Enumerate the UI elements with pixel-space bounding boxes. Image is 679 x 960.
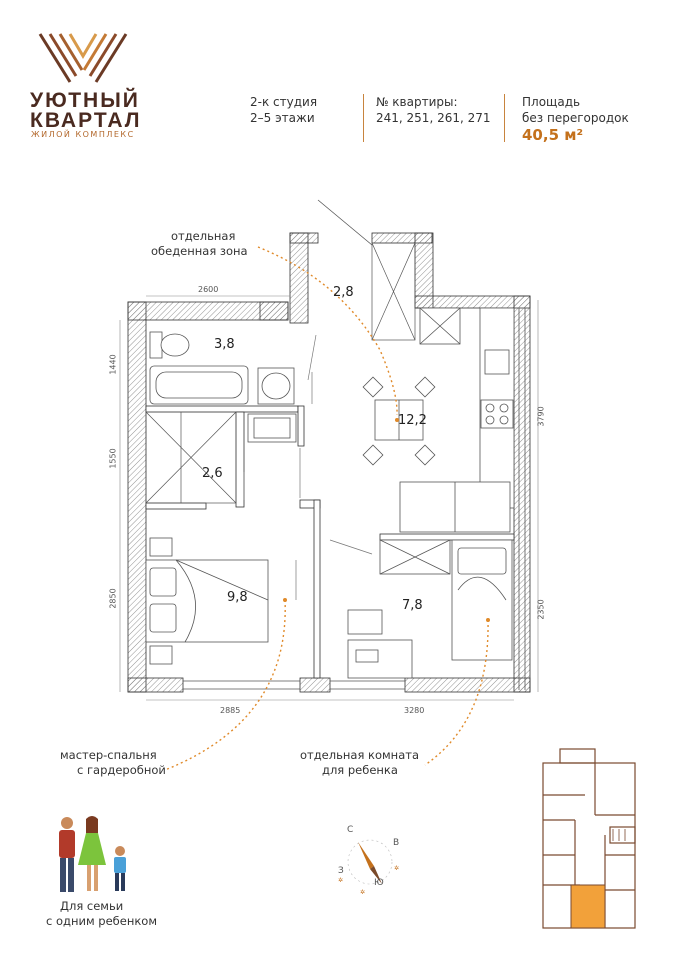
dimension-bottom-2: 3280	[404, 706, 425, 715]
dimension-right-2: 2350	[536, 599, 546, 620]
room-area-bathroom: 3,8	[214, 337, 235, 352]
svg-text:✲: ✲	[394, 865, 400, 872]
apartment-floors: 2–5 этажи	[250, 111, 315, 125]
compass-icon	[330, 820, 410, 900]
callout-child-line1: отдельная комната	[300, 748, 419, 762]
compass-south: Ю	[374, 878, 384, 888]
callout-child-line2: для ребенка	[322, 763, 398, 777]
room-area-wardrobe: 2,6	[202, 466, 223, 481]
svg-text:✲: ✲	[338, 877, 344, 884]
family-line1: Для семьи	[60, 899, 124, 913]
apartment-numbers: 241, 251, 261, 271	[376, 111, 491, 125]
callout-dining-line2: обеденная зона	[151, 244, 248, 258]
family-icon	[50, 815, 135, 895]
dimension-bottom-1: 2885	[220, 706, 241, 715]
area-label: Площадь	[522, 95, 581, 109]
callout-master-line2: с гардеробной	[77, 763, 166, 777]
area-value: 40,5 м²	[522, 126, 584, 144]
brand-line2: КВАРТАЛ	[30, 109, 142, 132]
apartment-number-label: № квартиры:	[376, 95, 458, 109]
brand-line1: УЮТНЫЙ	[30, 89, 140, 112]
apartment-type: 2-к студия	[250, 95, 318, 109]
family-line2: с одним ребенком	[46, 914, 158, 928]
svg-text:✲: ✲	[360, 889, 366, 896]
room-area-child: 7,8	[402, 598, 423, 613]
dimension-left-2: 1550	[108, 448, 118, 469]
building-floor-map	[535, 745, 645, 935]
dimension-left-1: 1440	[108, 354, 118, 375]
room-area-hall: 2,8	[333, 285, 354, 300]
callout-master-line1: мастер-спальня	[60, 748, 157, 762]
compass-west: З	[338, 866, 344, 876]
dimension-top: 2600	[198, 285, 219, 294]
callout-dining-line1: отдельная	[171, 229, 236, 243]
compass-north: С	[347, 825, 354, 835]
dimension-right-1: 3790	[536, 406, 546, 427]
room-area-kitchen: 12,2	[398, 413, 427, 428]
dimension-left-3: 2850	[108, 588, 118, 609]
compass-east: В	[393, 838, 400, 848]
area-sublabel: без перегородок	[522, 111, 629, 125]
brand-subtitle: ЖИЛОЙ КОМПЛЕКС	[31, 130, 135, 139]
room-area-bedroom: 9,8	[227, 590, 248, 605]
